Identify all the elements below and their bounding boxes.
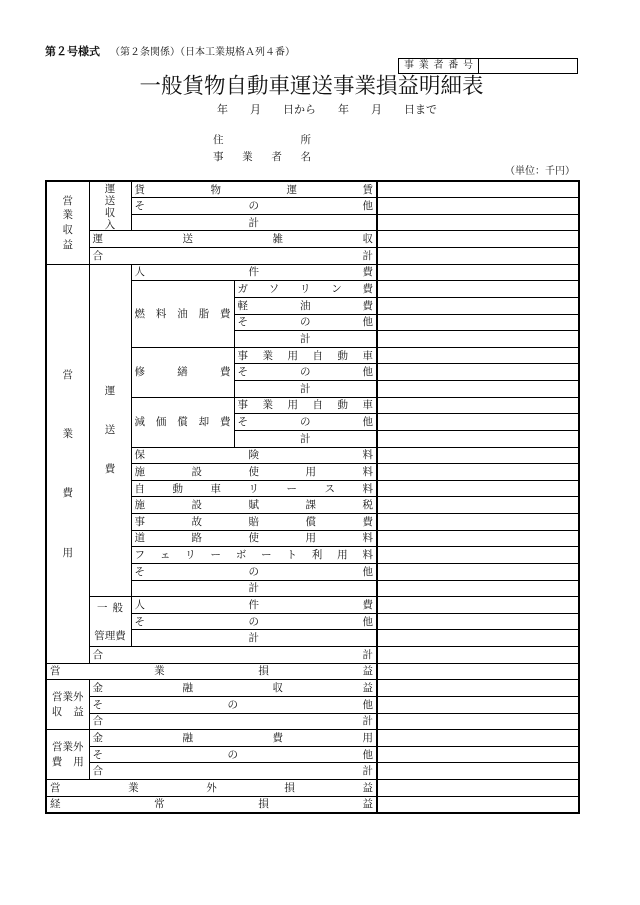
form-note: （第２条関係）（日本工業規格Ａ列４番） <box>110 47 295 58</box>
value-vehicle-lease-fees[interactable] <box>377 480 579 497</box>
label-fuel-subtotal: 計 <box>234 331 377 348</box>
value-non-operating-expenses-other[interactable] <box>377 746 579 763</box>
table-row <box>46 248 579 265</box>
non-operating-revenue-line-2: 収 益 <box>51 705 84 718</box>
group-transport-income: 運 送 収 入 <box>89 181 131 231</box>
profit-loss-table <box>45 180 580 814</box>
label-operating-revenue-total: 合 計 <box>89 248 377 265</box>
group-repair-costs: 修 繕 費 <box>131 347 234 397</box>
label-non-operating-expenses-other: そ の 他 <box>89 746 377 763</box>
label-non-operating-revenue-other: そ の 他 <box>89 696 377 713</box>
table-row <box>46 597 579 614</box>
label-repair-other: そ の 他 <box>234 364 377 381</box>
operator-number-label: 事 業 者 番 号 <box>399 59 479 73</box>
non-operating-revenue-line-1: 営業外 <box>52 690 84 703</box>
value-non-operating-revenue-total[interactable] <box>377 713 579 730</box>
period-line: 年 月 日から 年 月 日まで <box>217 103 437 116</box>
label-non-operating-expenses-total: 合 計 <box>89 763 377 780</box>
label-diesel-costs: 軽 油 費 <box>234 297 377 314</box>
table-row <box>46 264 579 281</box>
label-depreciation-subtotal: 計 <box>234 430 377 447</box>
label-fuel-other: そ の 他 <box>234 314 377 331</box>
non-operating-revenue-label <box>47 690 89 720</box>
table-row <box>46 730 579 747</box>
value-financial-income[interactable] <box>377 680 579 697</box>
group-transport-costs: 運 送 費 <box>89 264 131 597</box>
value-financial-expenses[interactable] <box>377 730 579 747</box>
value-admin-subtotal[interactable] <box>377 630 579 647</box>
group-general-admin <box>89 597 131 647</box>
label-admin-other: そ の 他 <box>131 613 377 630</box>
label-transport-costs-other: そ の 他 <box>131 563 377 580</box>
table-row <box>46 680 579 697</box>
value-non-operating-revenue-other[interactable] <box>377 696 579 713</box>
table-row <box>46 746 579 763</box>
label-transport-income-subtotal: 計 <box>131 214 377 231</box>
group-operating-expenses: 営 業 費 用 <box>46 264 89 663</box>
label-admin-subtotal: 計 <box>131 630 377 647</box>
value-insurance-premiums[interactable] <box>377 447 579 464</box>
label-financial-expenses: 金 融 費 用 <box>89 730 377 747</box>
general-admin-line-2: 管理費 <box>94 629 126 642</box>
value-fuel-other[interactable] <box>377 314 579 331</box>
value-repair-subtotal[interactable] <box>377 381 579 398</box>
label-transport-misc-income: 運 送 雑 収 <box>89 231 377 248</box>
table-row <box>46 647 579 664</box>
label-gasoline-costs: ガ ソ リ ン 費 <box>234 281 377 298</box>
value-transport-costs-other[interactable] <box>377 563 579 580</box>
label-operating-profit-loss: 営 業 損 益 <box>46 663 377 680</box>
non-operating-expenses-line-1: 営業外 <box>52 740 84 753</box>
label-road-usage-fees: 道 路 使 用 料 <box>131 530 377 547</box>
non-operating-expenses-label <box>47 740 89 770</box>
label-depreciation-other: そ の 他 <box>234 414 377 431</box>
value-operating-expenses-total[interactable] <box>377 647 579 664</box>
form-number: 第２号様式 <box>45 45 100 58</box>
value-transport-income-other[interactable] <box>377 198 579 215</box>
group-non-operating-expenses <box>46 730 89 780</box>
value-depreciation-other[interactable] <box>377 414 579 431</box>
label-non-operating-profit-loss: 営 業 外 損 益 <box>46 780 377 797</box>
unit-note: （単位：千円） <box>505 166 575 177</box>
label-ferry-usage-fees: フ ェ リ ー ボ ー ト 利 用 料 <box>131 547 377 564</box>
label-repair-business-vehicles: 事 業 用 自 動 車 <box>234 347 377 364</box>
value-depreciation-subtotal[interactable] <box>377 430 579 447</box>
value-admin-other[interactable] <box>377 613 579 630</box>
label-transport-personnel-costs: 人 件 費 <box>131 264 377 281</box>
value-fuel-subtotal[interactable] <box>377 331 579 348</box>
label-freight-charges: 貨 物 運 賃 <box>131 181 377 198</box>
operator-number-field[interactable] <box>479 59 577 73</box>
table-row <box>46 231 579 248</box>
table-row <box>46 181 579 198</box>
label-accident-compensation: 事 故 賠 償 費 <box>131 514 377 531</box>
general-admin-label <box>90 602 131 642</box>
value-gasoline-costs[interactable] <box>377 281 579 298</box>
form-number-line <box>45 45 295 60</box>
operator-number-box <box>398 58 578 74</box>
value-repair-business-vehicles[interactable] <box>377 347 579 364</box>
value-transport-costs-subtotal[interactable] <box>377 580 579 597</box>
value-ferry-usage-fees[interactable] <box>377 547 579 564</box>
value-road-usage-fees[interactable] <box>377 530 579 547</box>
general-admin-line-1: 一 般 <box>97 601 123 614</box>
table-row <box>46 763 579 780</box>
label-financial-income: 金 融 収 益 <box>89 680 377 697</box>
address-label: 住 所 <box>213 134 311 146</box>
label-ordinary-profit-loss: 経 常 損 益 <box>46 796 377 813</box>
label-facility-taxes: 施 設 賦 課 税 <box>131 497 377 514</box>
operator-name-label: 事 業 者 名 <box>213 151 311 163</box>
label-non-operating-revenue-total: 合 計 <box>89 713 377 730</box>
value-admin-personnel-costs[interactable] <box>377 597 579 614</box>
group-operating-revenue: 営 業 収 益 <box>46 181 89 264</box>
value-freight-charges[interactable] <box>377 181 579 198</box>
label-vehicle-lease-fees: 自 動 車 リ ー ス 料 <box>131 480 377 497</box>
value-depreciation-business-vehicles[interactable] <box>377 397 579 414</box>
value-non-operating-expenses-total[interactable] <box>377 763 579 780</box>
value-transport-income-subtotal[interactable] <box>377 214 579 231</box>
value-transport-misc-income[interactable] <box>377 231 579 248</box>
table-row <box>46 663 579 680</box>
value-diesel-costs[interactable] <box>377 297 579 314</box>
label-transport-costs-subtotal: 計 <box>131 580 377 597</box>
group-depreciation: 減 価 償 却 費 <box>131 397 234 447</box>
table-row <box>46 796 579 813</box>
value-repair-other[interactable] <box>377 364 579 381</box>
value-non-operating-profit-loss[interactable] <box>377 780 579 797</box>
value-facility-usage-fees[interactable] <box>377 464 579 481</box>
table-row <box>46 780 579 797</box>
non-operating-expenses-line-2: 費 用 <box>51 755 84 768</box>
label-repair-subtotal: 計 <box>234 381 377 398</box>
table-row <box>46 713 579 730</box>
label-admin-personnel-costs: 人 件 費 <box>131 597 377 614</box>
form-title: 一般貨物自動車運送事業損益明細表 <box>139 74 484 99</box>
value-ordinary-profit-loss[interactable] <box>377 796 579 813</box>
group-non-operating-revenue <box>46 680 89 730</box>
value-operating-revenue-total[interactable] <box>377 248 579 265</box>
label-depreciation-business-vehicles: 事 業 用 自 動 車 <box>234 397 377 414</box>
value-accident-compensation[interactable] <box>377 514 579 531</box>
label-operating-expenses-total: 合 計 <box>89 647 377 664</box>
group-fuel-costs: 燃 料 油 脂 費 <box>131 281 234 348</box>
table-row <box>46 696 579 713</box>
label-transport-income-other: そ の 他 <box>131 198 377 215</box>
value-operating-profit-loss[interactable] <box>377 663 579 680</box>
value-transport-personnel-costs[interactable] <box>377 264 579 281</box>
label-facility-usage-fees: 施 設 使 用 料 <box>131 464 377 481</box>
label-insurance-premiums: 保 険 料 <box>131 447 377 464</box>
value-facility-taxes[interactable] <box>377 497 579 514</box>
